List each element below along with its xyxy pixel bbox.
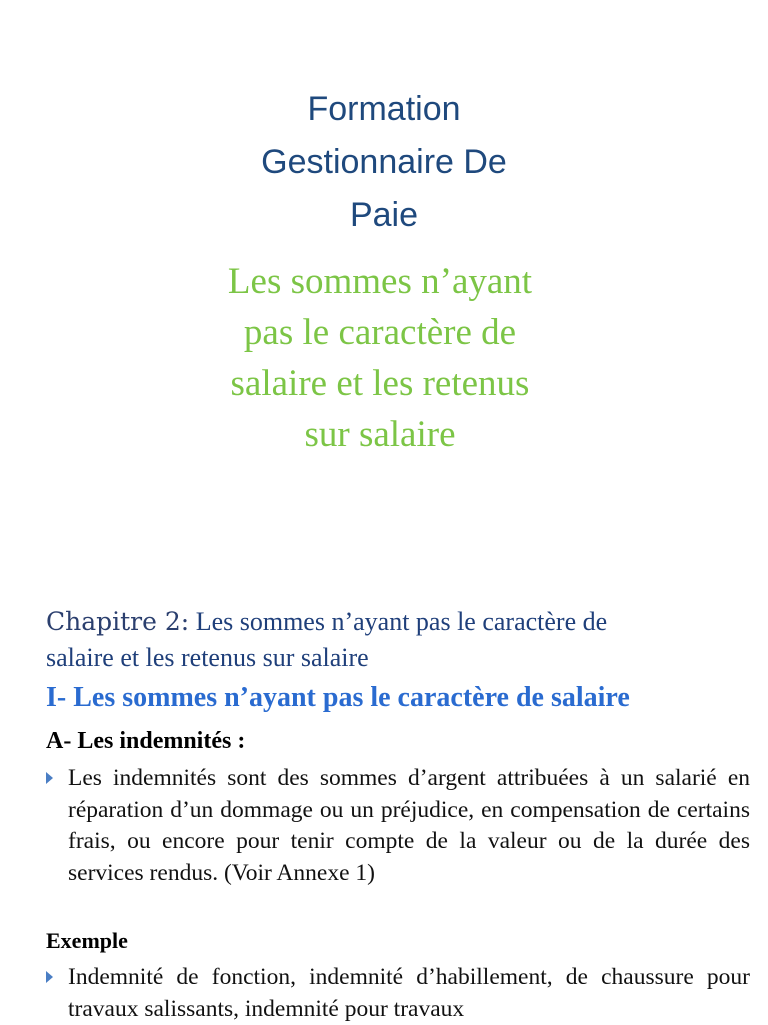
- chapter-heading: [46, 604, 746, 676]
- sub-section-title: A- Les indemnités :: [46, 728, 246, 754]
- bullet-text: Indemnité de fonction, indemnité d’habillement, de chaussure pour travaux salissants, indemnité pour travaux: [68, 964, 750, 1022]
- slide-subtitle-line: sur salaire: [304, 414, 456, 455]
- slide-subtitle: [0, 256, 760, 460]
- triangle-bullet-icon: [46, 971, 53, 983]
- chapter-title-line1: Les sommes n’ayant pas le caractère de: [189, 607, 608, 636]
- slide-subtitle-line: Les sommes n’ayant: [227, 261, 533, 302]
- slide-title-line: Formation: [307, 90, 461, 128]
- example-heading: Exemple: [46, 928, 128, 953]
- slide-title-line: Paie: [349, 196, 419, 234]
- slide-subtitle-line: salaire et les retenus: [230, 363, 530, 404]
- chapter-title-line2: salaire et les retenus sur salaire: [46, 643, 369, 672]
- bullet-item: [46, 763, 750, 889]
- bullet-item: [46, 962, 750, 1025]
- slide-title-line: Gestionnaire De: [261, 143, 507, 181]
- slide-subtitle-line: pas le caractère de: [243, 312, 517, 353]
- slide-title: [0, 83, 768, 242]
- section-title: I- Les sommes n’ayant pas le caractère de salaire: [46, 682, 630, 713]
- chapter-label: Chapitre 2:: [46, 607, 190, 636]
- bullet-text: Les indemnités sont des sommes d’argent attribuées à un salarié en réparation d’un dommage ou un préjudice, en compensation de certains frais, ou encore pour tenir compte de la valeur ou de la durée des services rendus. (Voir Annexe 1): [68, 765, 750, 886]
- triangle-bullet-icon: [46, 772, 53, 784]
